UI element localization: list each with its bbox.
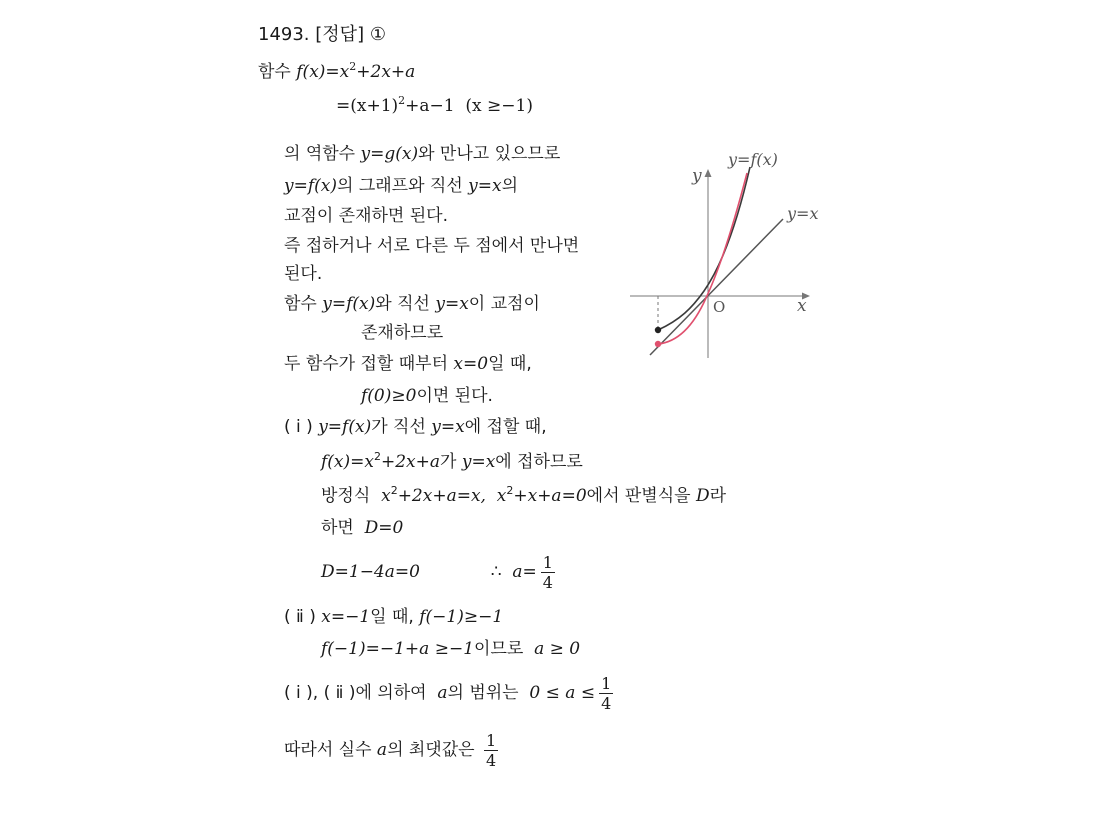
case-1-function: $f(x)=x^2+2x+a$가 y=x에 접하므로 [321, 450, 583, 472]
label-origin: O [713, 298, 726, 316]
text-line-from-tangent: 두 함수가 접할 때부터 x=0일 때, [284, 354, 532, 374]
text-line-function: 함수 y=f(x)와 직선 y=x이 교점이 [284, 294, 540, 314]
problem-header [258, 24, 386, 46]
label-hamsu: 함수 [258, 62, 291, 82]
case-1-result: D=1−4a=0 ∴ a= $\frac{1}{4}$ [321, 552, 553, 592]
function-definition [258, 61, 415, 83]
text-line-enough: 된다. [284, 264, 323, 284]
text-line-exists: 존재하므로 [361, 323, 444, 343]
problem-number: 1493. [258, 24, 310, 45]
fraction-one-quarter: $\frac{1}{4}$ [542, 552, 553, 592]
curve-dark [658, 167, 750, 330]
case-2-calc: f(−1)=−1+a ≥−1이므로 a ≥ 0 [321, 639, 581, 659]
case-1-equation: 방정식 $x^2+2x+a=x$, $x^2+x+a=0$에서 판별식을 D라 [321, 484, 727, 506]
text-line-intersect: 교점이 존재하면 된다. [284, 206, 449, 226]
eq1: $f(x)=x^2+2x+a$ [296, 60, 416, 82]
case-2-header: ( ⅱ ) x=−1일 때, f(−1)≥−1 [284, 607, 504, 627]
label-y-eq-x: y=x [787, 204, 819, 223]
endpoint-pink [655, 341, 661, 347]
text-line-inverse: 의 역함수 y=g(x)와 만나고 있으므로 [284, 144, 561, 164]
curve-f [658, 173, 747, 344]
combined-range: ( ⅰ ), ( ⅱ )에 의하여 a의 범위는 0 ≤ a ≤ $\frac{1}{4}$ [284, 673, 612, 713]
line-y-eq-x [650, 219, 783, 355]
answer-label: [정답] [315, 24, 365, 45]
label-axis-x: x [797, 296, 807, 316]
answer-mark: ① [369, 24, 386, 45]
case-1-header: ( ⅰ ) y=f(x)가 직선 y=x에 접할 때, [284, 417, 547, 437]
fraction-max: $\frac{1}{4}$ [485, 730, 497, 770]
text-line-graph: y=f(x)의 그래프와 직선 y=x의 [284, 176, 519, 196]
text-line-f0: f(0)≥0이면 된다. [361, 386, 493, 406]
label-y-eq-fx: y=f(x) [728, 150, 778, 169]
completed-square: $=(x+1)^2+a-1$ (x ≥−1) [336, 94, 533, 116]
y-axis-arrow [705, 169, 712, 177]
function-graph [630, 143, 840, 363]
case-1-discriminant: 하면 D=0 [321, 518, 404, 538]
text-line-tangent: 즉 접하거나 서로 다른 두 점에서 만나면 [284, 236, 580, 256]
endpoint-dark [655, 327, 661, 333]
final-answer: 따라서 실수 a의 최댓값은 $\frac{1}{4}$ [284, 730, 497, 770]
fraction-range-upper: $\frac{1}{4}$ [601, 673, 612, 713]
label-axis-y: y [692, 166, 702, 186]
